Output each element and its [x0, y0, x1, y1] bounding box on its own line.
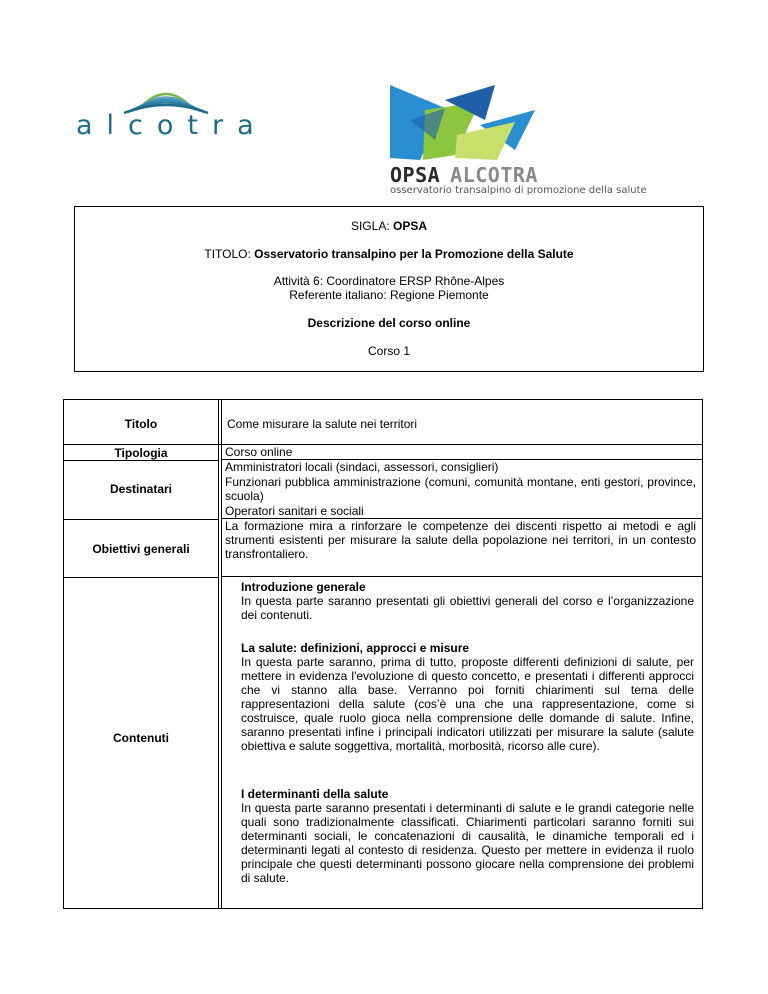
column-divider — [218, 400, 219, 908]
titolo-label: Titolo — [124, 417, 158, 431]
section-text: In questa parte saranno presentati i determinanti di salute e le grandi categorie nelle quali sono tradizionalmente classificati. Chiarimenti particolari saranno forniti sui determinanti sociali, le concatenazioni di causalità, le dinamiche temporali ed i determinanti legati al contesto di residenza. Questo per mettere in evidenza il ruolo principale che questi determinanti possono giocare nella comprensione dei problemi di salute. — [241, 801, 694, 885]
corso-line: Corso 1 — [367, 344, 411, 358]
alcotra-logo-text: alcotra — [76, 110, 268, 141]
project-info-box — [74, 206, 704, 372]
opsa-word: OPSA — [390, 163, 441, 187]
opsa-logo-subtitle: osservatorio transalpino di promozione della salute — [390, 185, 647, 196]
descrizione-line: Descrizione del corso online — [307, 316, 471, 330]
titolo-label: TITOLO: — [204, 247, 255, 261]
row-divider — [64, 460, 219, 461]
destinatari-item: Funzionari pubblica amministrazione (comuni, comunità montane, enti gestori, province, scuola) — [225, 475, 696, 503]
attivita-line: Attività 6: Coordinatore ERSP Rhône-Alpes — [273, 274, 505, 288]
contenuti-section — [241, 641, 694, 753]
opsa-logo-mark — [385, 80, 545, 165]
titolo-line — [75, 247, 703, 261]
destinatari-item: Amministratori locali (sindaci, assessori, consiglieri) — [225, 460, 499, 474]
tipologia-value: Corso online — [225, 445, 293, 459]
contenuti-label: Contenuti — [113, 731, 169, 745]
contenuti-section — [241, 787, 694, 885]
obiettivi-value: La formazione mira a rinforzare le competenze dei discenti rispetto ai metodi e agli strumenti esistenti per misurare la salute della popolazione nei territori, in un contesto transfrontaliero. — [225, 519, 696, 561]
section-heading: La salute: definizioni, approcci e misure — [241, 641, 470, 655]
section-heading: I determinanti della salute — [241, 787, 389, 801]
section-text: In questa parte saranno presentati gli obiettivi generali del corso e l’organizzazione dei contenuti. — [241, 594, 694, 622]
sigla-label: SIGLA: — [350, 219, 393, 233]
row-divider — [64, 577, 219, 578]
referente-line: Referente italiano: Regione Piemonte — [289, 288, 489, 302]
sigla-line — [75, 219, 703, 233]
opsa-logo-title — [390, 163, 538, 187]
course-table — [63, 399, 703, 909]
titolo-value: Come misurare la salute nei territori — [227, 417, 418, 431]
alcotra-word: ALCOTRA — [450, 163, 538, 187]
row-divider — [221, 576, 702, 577]
row-divider — [64, 519, 219, 520]
titolo-value: Osservatorio transalpino per la Promozione della Salute — [254, 247, 574, 261]
section-text: In questa parte saranno, prima di tutto, proposte differenti definizioni di salute, per mettere in evidenza l'evoluzione di questo concetto, e presentati i differenti approcci che vi stanno alla base. Verranno poi forniti chiarimenti sul tema delle rappresentazioni della salute (cos’è una che una rappresentazione, come si costruisce, quale ruolo gioca nella comprensione delle domande di salute. Infine, saranno presentati infine i principali indicatori utilizzati per misurare la salute (salute obiettiva e salute soggettiva, mortalità, morbosità, ricorso alle cure). — [241, 655, 694, 753]
destinatari-item: Operatori sanitari e sociali — [225, 504, 364, 518]
destinatari-label: Destinatari — [109, 482, 173, 496]
contenuti-section — [241, 580, 694, 622]
column-divider — [221, 400, 222, 908]
obiettivi-label: Obiettivi generali — [92, 542, 190, 556]
tipologia-label: Tipologia — [114, 446, 168, 460]
section-heading: Introduzione generale — [241, 580, 366, 594]
sigla-value: OPSA — [393, 219, 428, 233]
